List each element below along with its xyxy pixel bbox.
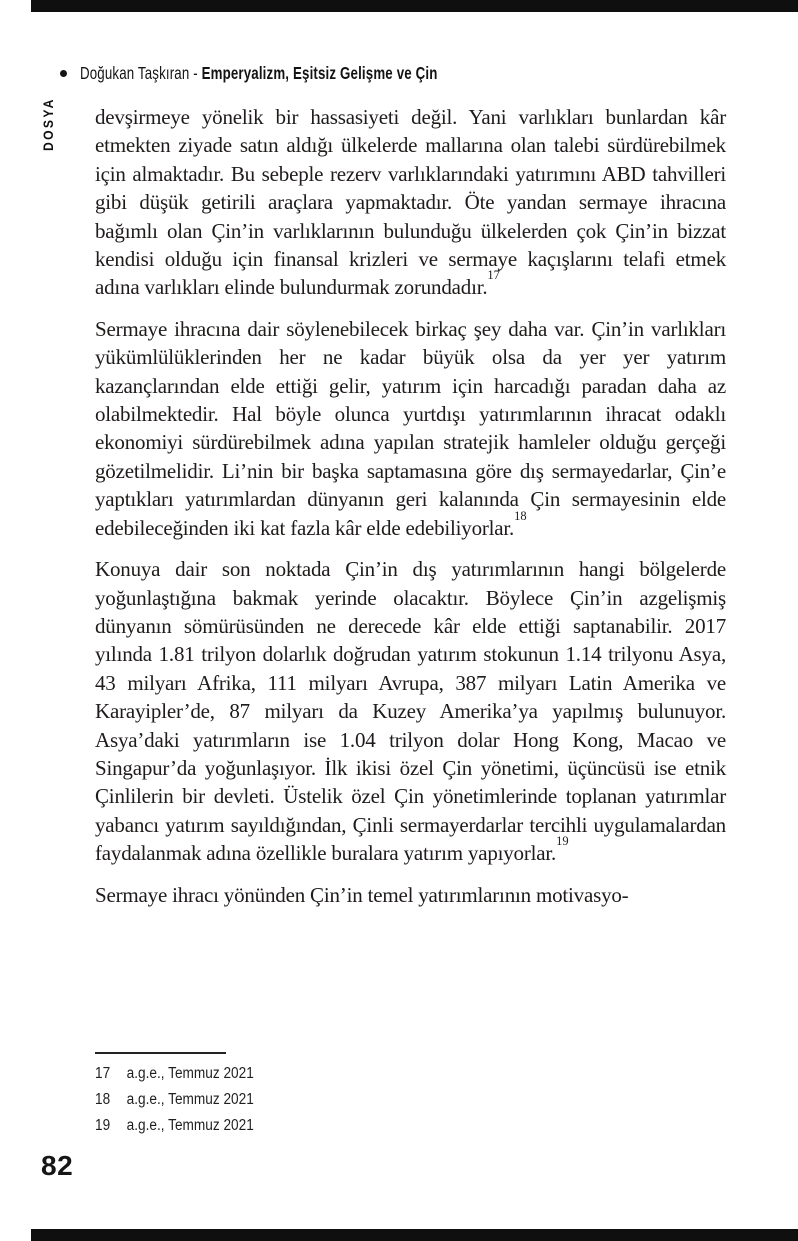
footnote-rule (95, 1052, 226, 1054)
footnote-number: 19 (95, 1117, 111, 1134)
paragraph: Konuya dair son noktada Çin’in dış yatırımlarının hangi bölgelerde yoğunlaştığına bakmak yerinde olacaktır. Böylece Çin’in azgelişmiş dünyanın sömürüsünden ne derecede kâr elde ettiği saptanabilir. 2017 yılında 1.81 trilyon dolarlık doğrudan yatırım stokunun 1.14 trilyonu Asya, 43 milyarı Afrika, 111 milyarı Avrupa, 387 milyarı Latin Amerika ve Karayipler’de, 87 milyarı da Kuzey Amerika’ya yapılmış bulunuyor. Asya’daki yatırımların ise 1.04 trilyon dolar Hong Kong, Macao ve Singapur’da yoğunlaşıyor. İlk ikisi özel Çin yönetimi, üçüncüsü ise etnik Çinlilerin bir devleti. Üstelik özel Çin yönetimlerinde toplanan yatırımlar yabancı yatırım sayıldığından, Çinli sermayerdarlar tercihli uygulamalardan faydalanmak adına özellikle buralara yatırım yapıyorlar.$^{19}$ (95, 557, 726, 866)
footnote-row (95, 1061, 254, 1087)
paragraph: Sermaye ihracına dair söylenebilecek birkaç şey daha var. Çin’in varlıkları yükümlülüklerinden her ne kadar büyük olsa da yer yer yatırım kazançlarından elde ettiği gelir, yatırım için harcadığı paradan daha az olabilmektedir. Hal böyle olunca yurtdışı yatırımlarının ihracat odaklı ekonomiyi sürdürebilmek adına yapılan stratejik hamleler olduğu gerçeği gözetilmelidir. Li’nin bir başka saptamasına göre dış sermayedarlar, Çin’e yaptıkları yatırımlardan dünyanın geri kalanında Çin sermayesinin elde edebileceğinden iki kat fazla kâr elde edebiliyorlar.$^{18}$ (95, 316, 726, 540)
footnote-marker: 17 (487, 268, 500, 283)
footnote-row (95, 1113, 254, 1139)
footnote-text: a.g.e., Temmuz 2021 (126, 1065, 254, 1082)
footnote-row (95, 1087, 254, 1113)
top-bleed-bar (31, 0, 798, 12)
header-separator: - (193, 63, 198, 83)
section-label-vertical: DOSYA (41, 97, 56, 151)
footnote-text: a.g.e., Temmuz 2021 (126, 1117, 254, 1134)
header-title: Emperyalizm, Eşitsiz Gelişme ve Çin (201, 63, 438, 83)
bottom-bleed-bar (31, 1229, 798, 1241)
footnote-number: 17 (95, 1065, 111, 1082)
footnote-number: 18 (95, 1091, 111, 1108)
footnote-marker: 19 (556, 834, 569, 849)
header-author: Doğukan Taşkıran (80, 63, 190, 83)
paragraph: Sermaye ihracı yönünden Çin’in temel yatırımlarının motivasyo- (95, 882, 629, 907)
body-text (95, 103, 726, 922)
footnote-marker: 18 (514, 508, 527, 523)
running-header (60, 63, 550, 84)
paragraph: devşirmeye yönelik bir hassasiyeti değil. Yani varlıkları bunlardan kâr etmekten ziyade satın aldığı ülkelerde mallarına olan talebi sürdürebilmek için almaktadır. Bu sebeple rezerv varlıklarındaki yatırımını ABD tahvilleri gibi düşük getirili araçlara yapmaktadır. Öte yandan sermaye ihracına bağımlı olan Çin’in varlıklarının bulunduğu ülkelerden çok Çin’in bizzat kendisi olduğu için finansal krizleri ve sermaye kaçışlarını telafi etmek adına varlıkları elinde bulundurmak zorundadır.$^{17}$ (95, 105, 726, 300)
footnote-text: a.g.e., Temmuz 2021 (126, 1091, 254, 1108)
bullet-icon (60, 70, 67, 77)
page-number: 82 (41, 1150, 74, 1181)
footnote-block (95, 1052, 275, 1139)
